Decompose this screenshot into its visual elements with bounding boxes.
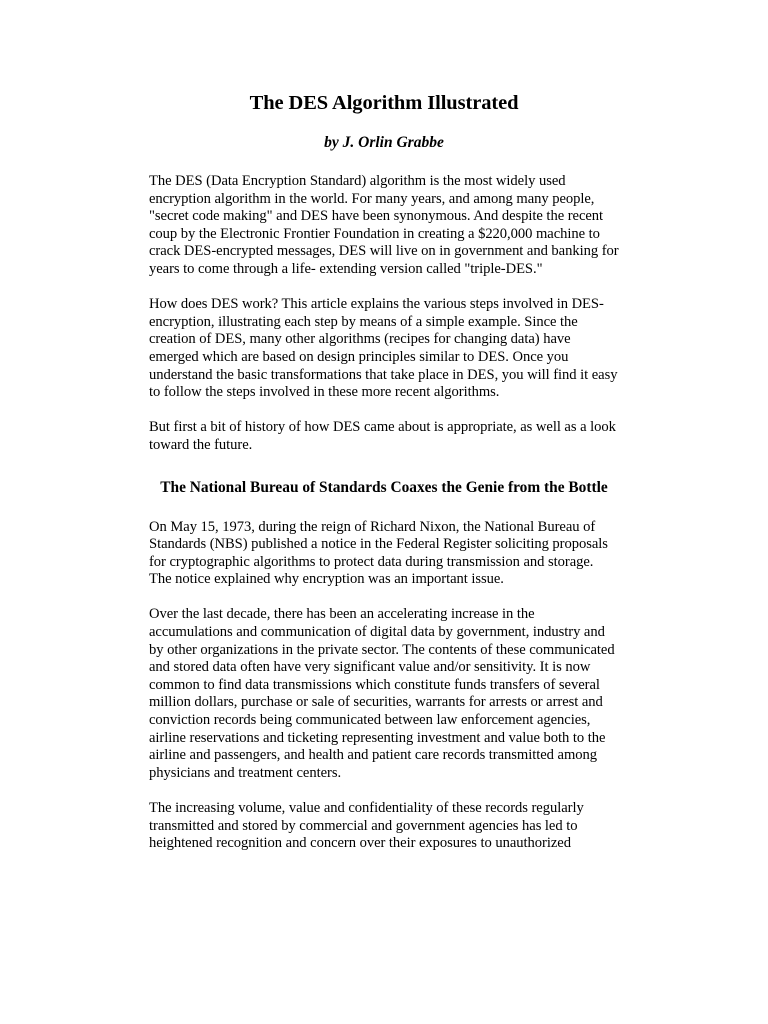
section-paragraph-1: On May 15, 1973, during the reign of Richard Nixon, the National Bureau of Standards (NBS) published a notice in the Federal Register soliciting proposals for cryptographic algorithms to protect data during transmission and storage. The notice explained why encryption was an important issue. xyxy=(149,518,608,588)
section-heading: The National Bureau of Standards Coaxes the Genie from the Bottle xyxy=(160,478,608,496)
intro-paragraph-3: But first a bit of history of how DES came about is appropriate, as well as a look toward the future. xyxy=(149,419,616,453)
section-paragraph-3: The increasing volume, value and confidentiality of these records regularly transmitted and stored by commercial and government agencies has led to heightened recognition and concern over their exposures to unauthorized xyxy=(149,800,584,852)
intro-paragraph-1: The DES (Data Encryption Standard) algorithm is the most widely used encryption algorithm in the world. For many years, and among many people, "secret code making" and DES have been synonymous. And despite the recent coup by the Electronic Frontier Foundation in creating a $220,000 machine to crack DES-encrypted messages, DES will live on in government and banking for years to come through a life- extending version called "triple-DES." xyxy=(149,173,619,277)
document-page xyxy=(149,88,619,853)
document-title: The DES Algorithm Illustrated xyxy=(249,92,519,114)
intro-paragraph-2: How does DES work? This article explains the various steps involved in DES-encryption, illustrating each step by means of a simple example. Since the creation of DES, many other algorithms (recipes for changing data) have emerged which are based on design principles similar to DES. Once you understand the basic transformations that take place in DES, you will find it easy to follow the steps involved in these more recent algorithms. xyxy=(149,296,618,401)
section-paragraph-2: Over the last decade, there has been an accelerating increase in the accumulations and communication of digital data by government, industry and by other organizations in the private sector. The contents of these communicated and stored data often have very significant value and/or sensitivity. It is now common to find data transmissions which constitute funds transfers of several million dollars, purchase or sale of securities, warrants for arrests or arrest and conviction records being communicated between law enforcement agencies, airline reservations and ticketing representing investment and value both to the airline and passengers, and health and patient care records transmitted among physicians and treatment centers. xyxy=(149,606,615,781)
author-byline: by J. Orlin Grabbe xyxy=(324,134,444,151)
